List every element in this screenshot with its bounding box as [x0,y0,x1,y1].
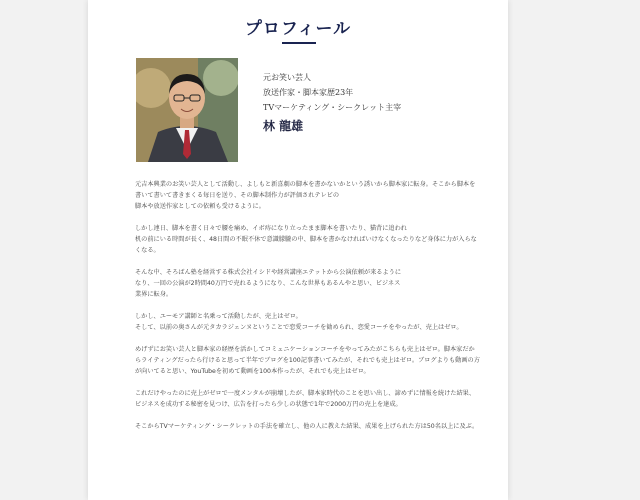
page-title: プロフィール [244,19,352,39]
title-underline [282,42,316,44]
profile-line-1: 元お笑い芸人 [263,73,311,82]
profile-photo [136,58,238,162]
profile-line-3: TVマーケティング・シークレット主宰 [263,103,402,112]
biography [135,179,480,443]
paragraph: これだけやったのに売上がゼロで一度メンタルが崩壊したが、脚本家時代のことを思い出し、諦めずに情報を続けた結果、ビジネスを成功する秘密を見つけ、広告を打ったら少しの状態で1年で2000万円の売上を達成。 [135,390,476,408]
profile-info [263,70,401,134]
paragraph: 元吉本興業のお笑い芸人として活動し、よしもと新喜劇の脚本を書かないかという誘いから脚本家に転身。そこから脚本を書いて書いて書きまくる毎日を送り、その脚本制作力が評価されテレビの 脚本や放送作家としての依頼も受けるように。 [135,181,476,210]
paragraph: しかし連日、脚本を書く日々で腰を痛め、イボ痔になり立ったまま脚本を書いたり、猫背に追われ 机の前にいる時間が長く、48日間の不眠不休で意識朦朧の中、脚本を書かなければいけなくなったりなど身体に力が入らなくなる。 [135,225,477,254]
paragraph: そこからTVマーケティング・シークレットの手法を確立し、他の人に教えた結果、成果を上げられた方は50名以上に及ぶ。 [135,423,479,430]
content-page [88,0,508,500]
paragraph: しかし、ユーモア講師と名乗って活動したが、売上はゼロ。 そして、以前の奥さんが元タカラジェンヌということで恋愛コーチを勧められ、恋愛コーチをやったが、売上はゼロ。 [135,313,463,331]
profile-line-2: 放送作家・脚本家歴23年 [263,88,354,97]
paragraph: めげずにお笑い芸人と脚本家の経歴を活かしてコミュニケーションコーチをやってみたがこちらも売上はゼロ。脚本家だからライティングだったら行けると思って半年でブログを100記事書いてみたが、それでも売上はゼロ。ブログよりも動画の方が向いてると思い、YouTubeを初めて動画を100本作ったが、それでも売上はゼロ。 [135,346,480,375]
profile-name: 林 龍雄 [263,119,304,133]
paragraph: そんな中、そろばん塾を経営する株式会社イシドや経営講座エテットから公演依頼が来るように なり、一回の公演が2時間40万円で売れるようになり、こんな世界もあるんやと思い、ビジネス 業界に転身。 [135,269,402,298]
